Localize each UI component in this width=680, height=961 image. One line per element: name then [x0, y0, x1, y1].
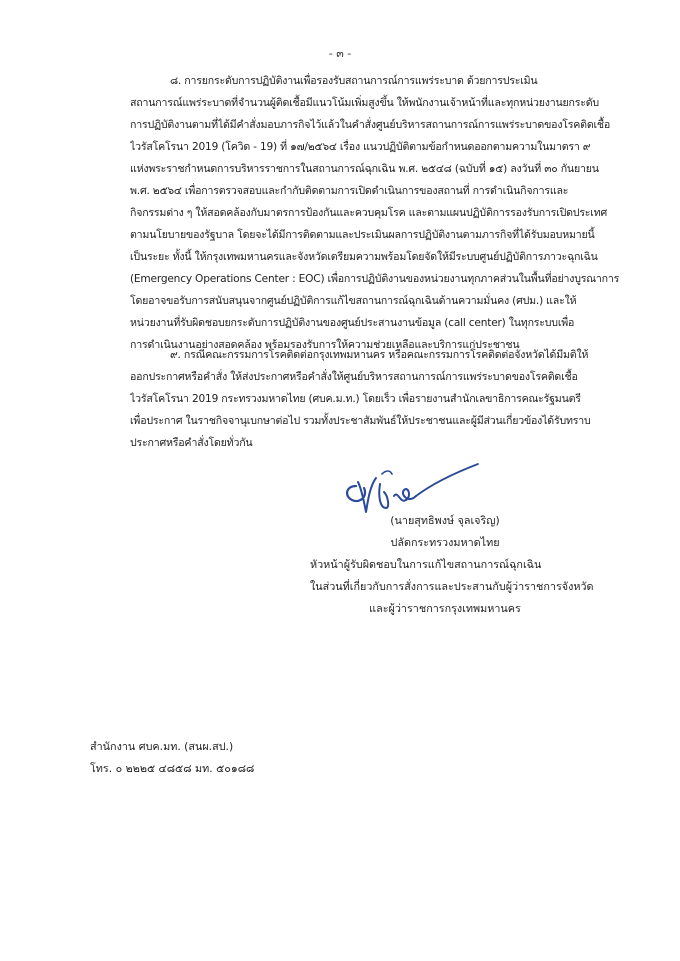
- paragraph-line: ไวรัสโคโรนา 2019 กระทรวงมหาดไทย (ศบค.ม.ท.) โดยเร็ว เพื่อรายงานสำนักเลขาธิการคณะรัฐมนตรี: [130, 393, 581, 405]
- paragraph-line: หน่วยงานที่รับผิดชอบยกระดับการปฏิบัติงานของศูนย์ประสานงานข้อมูล (call center) ในทุกระบบเพื่อ: [130, 317, 575, 329]
- paragraph-line: เพื่อประกาศ ในราชกิจจานุเบกษาต่อไป รวมทั้งประชาสัมพันธ์ให้ประชาชนและผู้มีส่วนเกี่ยวข้องได้รับทราบ: [130, 415, 591, 427]
- signatory-role-line: และผู้ว่าราชการกรุงเทพมหานคร: [369, 602, 521, 615]
- phone-number: โทร. ๐ ๒๒๒๕ ๔๘๕๘ มท. ๕๐๑๘๘: [90, 762, 255, 775]
- signatory-name: (นายสุทธิพงษ์ จุลเจริญ): [390, 514, 500, 527]
- signatory-role-line: ในส่วนที่เกี่ยวกับการสั่งการและประสานกับผู้ว่าราชการจังหวัด: [310, 580, 594, 593]
- footer-contact: [90, 736, 254, 780]
- paragraph-line: เป็นระยะ ทั้งนี้ ให้กรุงเทพมหานครและจังหวัดเตรียมความพร้อมโดยจัดให้มีระบบศูนย์ปฏิบัติการภาวะฉุกเฉิน: [130, 251, 598, 263]
- signatory-role-line: หัวหน้าผู้รับผิดชอบในการแก้ไขสถานการณ์ฉุกเฉิน: [310, 558, 542, 571]
- signature-block: [290, 510, 600, 620]
- paragraph-line: กิจกรรมต่าง ๆ ให้สอดคล้องกับมาตรการป้องกันและควบคุมโรค และตามแผนปฏิบัติการรองรับการเปิดประเทศ: [130, 207, 608, 219]
- paragraph-line: การปฏิบัติงานตามที่ได้มีคำสั่งมอบภารกิจไว้แล้วในคำสั่งศูนย์บริหารสถานการณ์การแพร่ระบาดของโรคติดเชื้อ: [130, 119, 611, 131]
- paragraph-line: พ.ศ. ๒๕๖๔ เพื่อการตรวจสอบและกำกับติดตามการเปิดดำเนินการของสถานที่ การดำเนินกิจการและ: [130, 185, 569, 197]
- paragraph-line: (Emergency Operations Center : EOC) เพื่อการปฏิบัติงานของหน่วยงานทุกภาคส่วนในพื้นที่อย่างบูรณาการ: [130, 273, 620, 285]
- paragraph-line: สถานการณ์แพร่ระบาดที่จำนวนผู้ติดเชื้อมีแนวโน้มเพิ่มสูงขึ้น ให้พนักงานเจ้าหน้าที่และทุกหน่วยงานยกระดับ: [130, 97, 599, 109]
- paragraph-line: ประกาศหรือคำสั่งโดยทั่วกัน: [130, 437, 253, 449]
- paragraph-line: แห่งพระราชกำหนดการบริหารราชการในสถานการณ์ฉุกเฉิน พ.ศ. ๒๕๔๘ (ฉบับที่ ๑๕) ลงวันที่ ๓๐ กันยายน: [130, 163, 599, 175]
- paragraph-8: [130, 70, 630, 356]
- page-number: - ๓ -: [328, 47, 352, 60]
- paragraph-9: [130, 344, 630, 454]
- paragraph-line: ๘. การยกระดับการปฏิบัติงานเพื่อรองรับสถานการณ์การแพร่ระบาด ด้วยการประเมิน: [170, 75, 538, 87]
- office-name: สำนักงาน ศบค.มท. (สนผ.สป.): [90, 740, 234, 753]
- paragraph-line: โดยอาจขอรับการสนับสนุนจากศูนย์ปฏิบัติการแก้ไขสถานการณ์ฉุกเฉินด้านความมั่นคง (ศปม.) และให้: [130, 295, 577, 307]
- paragraph-line: การดำเนินงานอย่างสอดคล้อง พร้อมรองรับการให้ความช่วยเหลือและบริการแก่ประชาชน: [130, 339, 520, 351]
- signatory-position: ปลัดกระทรวงมหาดไทย: [390, 536, 500, 549]
- paragraph-line: ๙. กรณีคณะกรรมการโรคติดต่อกรุงเทพมหานคร หรือคณะกรรมการโรคติดต่อจังหวัดได้มีมติให้: [170, 349, 589, 361]
- paragraph-line: ออกประกาศหรือคำสั่ง ให้ส่งประกาศหรือคำสั่งให้ศูนย์บริหารสถานการณ์การแพร่ระบาดของโรคติดเชื้อ: [130, 371, 578, 383]
- paragraph-line: ตามนโยบายของรัฐบาล โดยจะได้มีการติดตามและประเมินผลการปฏิบัติงานตามภารกิจที่ได้รับมอบหมายนี้: [130, 229, 595, 241]
- paragraph-line: ไวรัสโคโรนา 2019 (โควิด - 19) ที่ ๑๗/๒๕๖๔ เรื่อง แนวปฏิบัติตามข้อกำหนดออกตามความในมาตรา ๙: [130, 141, 591, 153]
